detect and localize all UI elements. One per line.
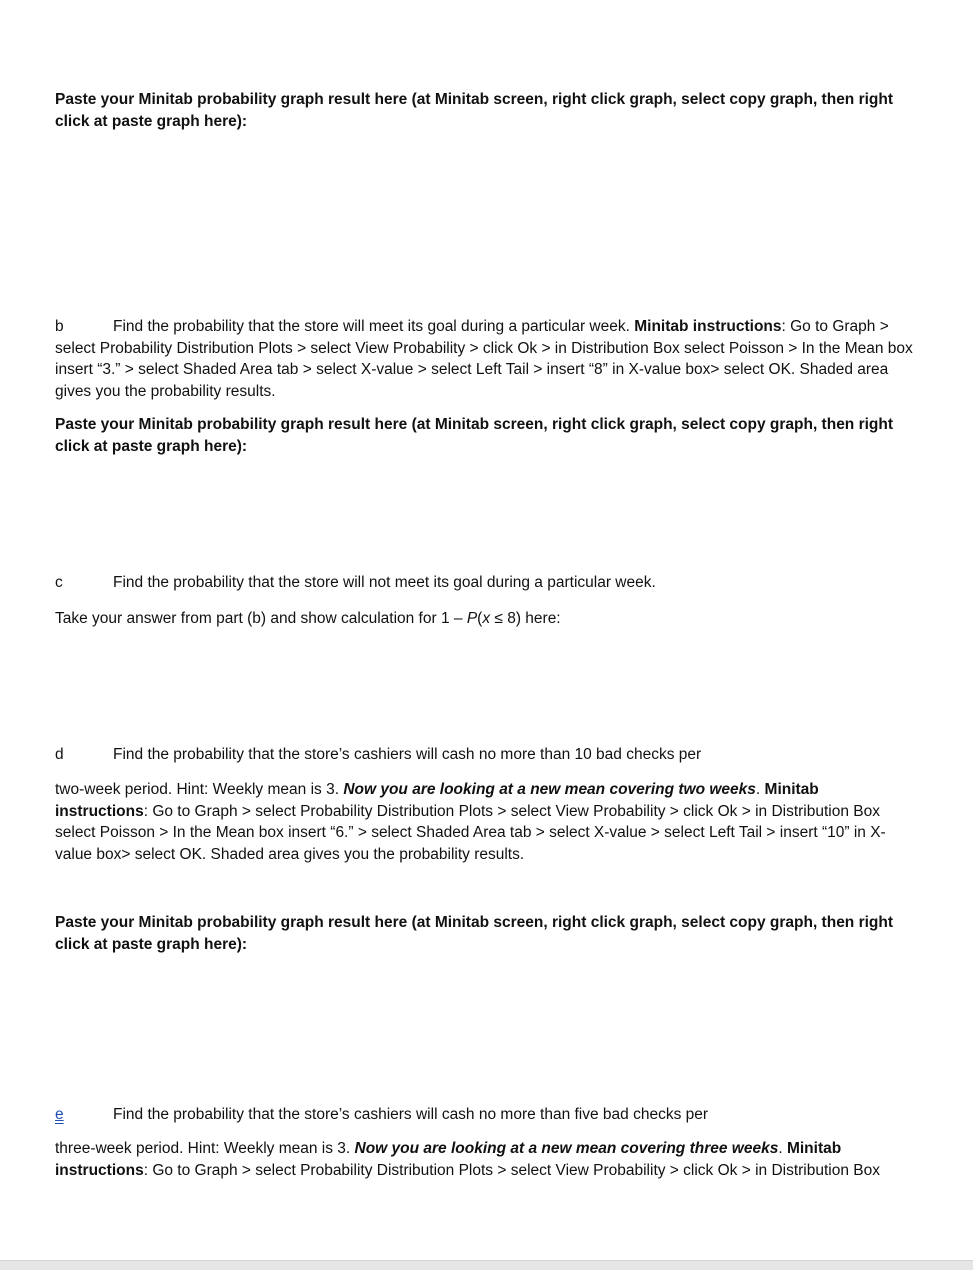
part-c-paragraph (55, 572, 915, 594)
part-b-paragraph (55, 316, 915, 402)
calc-x: x (482, 610, 491, 627)
paste-prompt-b: Paste your Minitab probability graph result here (at Minitab screen, right click graph, select copy graph, then right click at paste graph here): (55, 416, 894, 455)
part-e-instr-label: Minitab instructions (55, 1140, 842, 1179)
part-e-hint: three-week period. Hint: Weekly mean is 3. (55, 1140, 355, 1157)
part-d-letter: d (55, 746, 64, 763)
calc-text-a: Take your answer from part (b) and show calculation for 1 – (55, 610, 467, 627)
part-d-question: Find the probability that the store’s cashiers will cash no more than 10 bad checks per (113, 746, 702, 763)
part-c-letter: c (55, 574, 63, 591)
part-d-paragraph (55, 744, 915, 766)
part-d-continuation (55, 779, 915, 865)
calc-paren: ( (477, 610, 483, 627)
part-e-continuation (55, 1138, 915, 1181)
part-d-period: . (755, 781, 765, 798)
part-c-question: Find the probability that the store will not meet its goal during a particular week. (113, 574, 656, 591)
paste-prompt-d: Paste your Minitab probability graph result here (at Minitab screen, right click graph, select copy graph, then right click at paste graph here): (55, 914, 894, 953)
part-e-paragraph (55, 1104, 915, 1126)
calc-text-c: ≤ 8) here: (490, 610, 561, 627)
part-e-letter[interactable]: e (55, 1106, 64, 1123)
part-d-instructions: : Go to Graph > select Probability Distribution Plots > select View Probability > click Ok > in Distribution Box select Poisson > In the Mean box insert “6.” > select Shaded Area tab > select X-value > select Left Tail > insert “10” in X-value box> select OK. Shaded area gives you the probability results. (55, 802, 886, 863)
part-b-instructions: : Go to Graph > select Probability Distribution Plots > select View Probability > click Ok > in Distribution Box select Poisson > In the Mean box insert “3.” > select Shaded Area tab > select X-value > select Left Tail > insert “8” in X-value box> select OK. Shaded area gives you the probability results. (55, 318, 913, 400)
part-b-question: Find the probability that the store will meet its goal during a particular week. (113, 318, 630, 335)
part-c-calc (55, 608, 915, 630)
part-e-emphasis: Now you are looking at a new mean covering three weeks (354, 1140, 779, 1157)
paste-prompt-a: Paste your Minitab probability graph result here (at Minitab screen, right click graph, select copy graph, then right click at paste graph here): (55, 91, 894, 130)
part-d-instr-label: Minitab instructions (55, 781, 819, 820)
part-b-letter: b (55, 318, 64, 335)
part-d-emphasis: Now you are looking at a new mean covering two weeks (343, 781, 756, 798)
calc-p: P (466, 610, 478, 627)
part-d-hint: two-week period. Hint: Weekly mean is 3. (55, 781, 344, 798)
part-e-question: Find the probability that the store’s cashiers will cash no more than five bad checks per (113, 1106, 709, 1123)
part-b-instr-label: Minitab instructions (634, 318, 782, 335)
part-e-instructions: : Go to Graph > select Probability Distribution Plots > select View Probability > click Ok > in Distribution Box (143, 1161, 880, 1179)
part-e-period: . (778, 1140, 787, 1157)
